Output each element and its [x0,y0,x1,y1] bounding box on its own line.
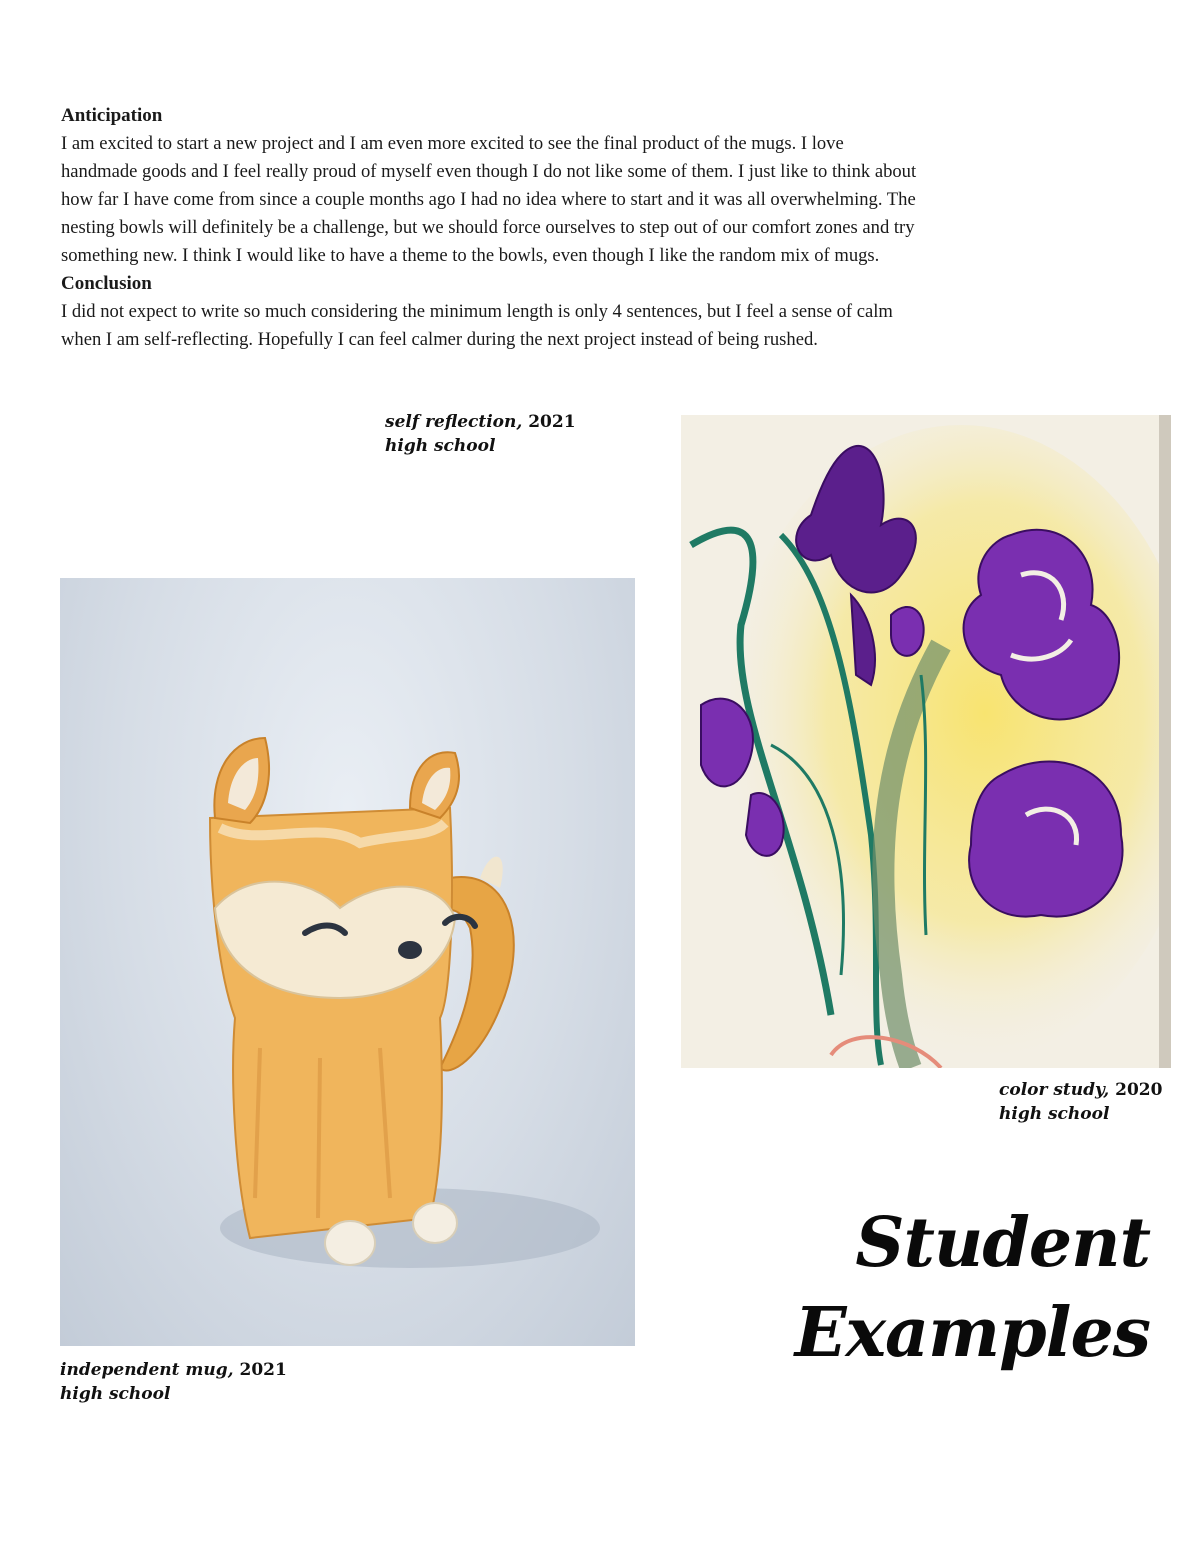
color-study-caption-year: 2020 [1109,1080,1163,1100]
conclusion-heading: Conclusion [61,273,152,294]
color-study-caption-title: color study, [999,1080,1110,1100]
mug-caption-year: 2021 [233,1360,287,1380]
self-reflection-text [61,102,921,354]
anticipation-heading: Anticipation [61,105,163,126]
page-title [795,1198,1150,1378]
conclusion-paragraph: I did not expect to write so much considering the minimum length is only 4 sentences, but I feel a sense of calm when I am self-reflecting. Hopefully I can feel calmer during the next project instead of being rushed. [61,301,893,350]
reflection-caption-level: high school [385,436,496,456]
reflection-caption-year: 2021 [522,412,576,432]
color-study-caption [999,1078,1162,1126]
reflection-caption [385,410,576,458]
color-study-caption-level: high school [999,1104,1110,1124]
independent-mug-image [60,578,635,1346]
color-study-image [681,415,1171,1068]
reflection-caption-title: self reflection, [385,412,523,432]
mug-caption-title: independent mug, [60,1360,234,1380]
mug-caption [60,1358,287,1406]
page-title-line-1: Student [855,1203,1150,1283]
mug-caption-level: high school [60,1384,171,1404]
anticipation-paragraph: I am excited to start a new project and I am even more excited to see the final product of the mugs. I love handmade goods and I feel really proud of myself even though I do not like some of them. I just like to think about how far I have come from since a couple months ago I had no idea where to start and it was all overwhelming. The nesting bowls will definitely be a challenge, but we should force ourselves to step out of our comfort zones and try something new. I think I would like to have a theme to the bowls, even though I like the random mix of mugs. [61,133,917,266]
page-title-line-2: Examples [794,1293,1150,1373]
